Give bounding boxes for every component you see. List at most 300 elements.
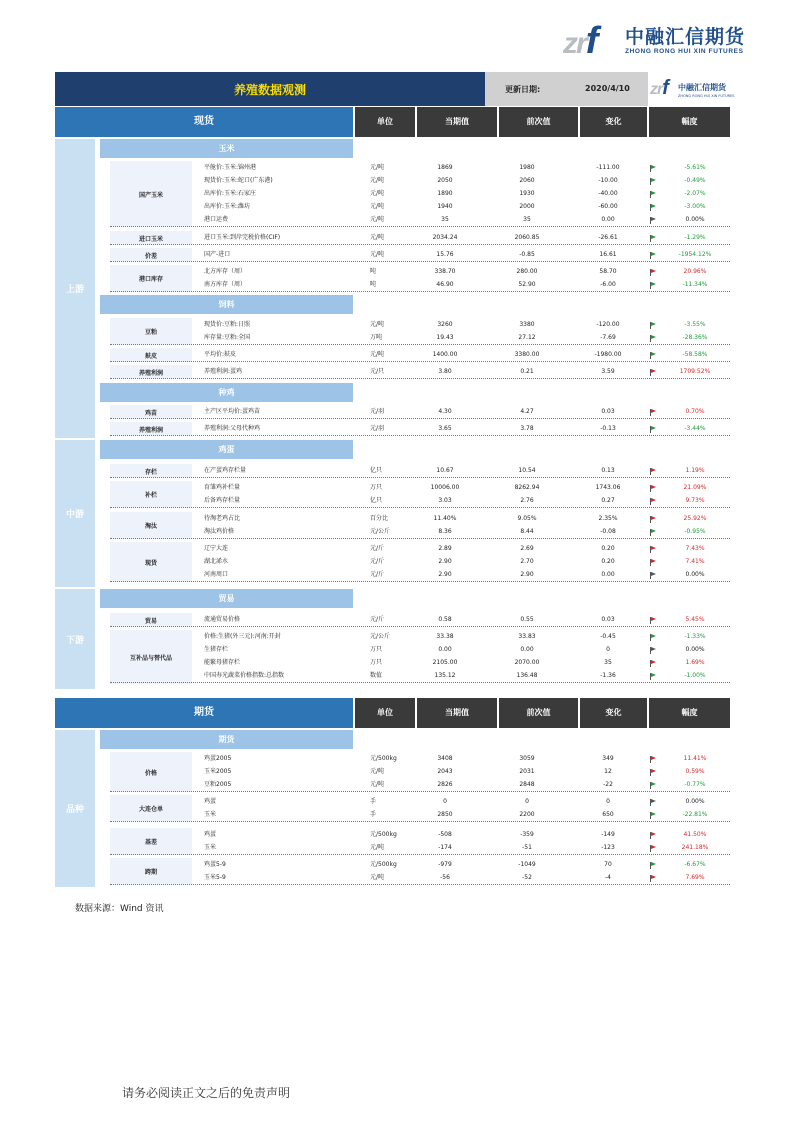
row-previous: 33.83 — [518, 633, 536, 640]
row-name: 玉米2005 — [204, 768, 232, 775]
row-previous: 10.54 — [518, 467, 536, 474]
row-name: 养殖利润:蛋鸡 — [204, 368, 243, 375]
mini-logo-en: ZHONG RONG HUI XIN FUTURES — [678, 94, 735, 98]
row-previous: 0 — [525, 798, 529, 805]
row-name: 库存量:豆粕:全国 — [204, 334, 251, 341]
row-current: 2105.00 — [432, 659, 458, 666]
table-row — [110, 175, 730, 187]
grp-chick: 鸡苗 — [110, 405, 192, 419]
row-current: 8.36 — [438, 528, 452, 535]
row-previous: -1049 — [518, 861, 536, 868]
row-range: -58.58% — [682, 351, 708, 358]
row-range: -0.95% — [684, 528, 706, 535]
table-row — [110, 657, 730, 669]
side-downstream: 下游 — [55, 589, 95, 689]
row-unit: 吨 — [370, 268, 377, 275]
row-current: 3260 — [437, 321, 453, 328]
update-date-box — [485, 72, 648, 106]
row-previous: 3380.00 — [514, 351, 540, 358]
row-name: 国产-进口 — [204, 251, 231, 258]
row-name: 流通贸易价格 — [204, 616, 241, 623]
row-range: 7.43% — [685, 545, 705, 552]
section-spot: 现货 — [55, 107, 353, 137]
flag-icon — [650, 812, 656, 818]
table-row — [110, 842, 730, 855]
mini-logo — [648, 72, 735, 106]
row-change: -111.00 — [596, 164, 620, 171]
row-range: -1.33% — [684, 633, 706, 640]
row-name: 玉米5-9 — [204, 874, 226, 881]
row-unit: 亿只 — [370, 467, 383, 474]
row-unit: 元/500kg — [370, 755, 397, 762]
flag-icon — [650, 634, 656, 640]
table-row — [110, 670, 730, 683]
col-unit-f: 单位 — [355, 698, 415, 728]
row-current: -979 — [438, 861, 452, 868]
grp-bran: 麸皮 — [110, 348, 192, 362]
row-range: 1.19% — [685, 467, 705, 474]
flag-icon — [650, 352, 656, 358]
row-unit: 元/吨 — [370, 251, 385, 258]
row-range: -28.36% — [682, 334, 708, 341]
row-name: 鸡蛋2005 — [204, 755, 232, 762]
row-previous: 2031 — [519, 768, 535, 775]
row-change: 0.20 — [601, 545, 615, 552]
row-current: 1869 — [437, 164, 453, 171]
row-change: -4 — [605, 874, 611, 881]
row-range: 0.00% — [685, 571, 705, 578]
futures-header — [55, 698, 730, 728]
row-previous: 2060.85 — [514, 234, 540, 241]
table-row — [110, 556, 730, 568]
row-unit: 元/吨 — [370, 321, 385, 328]
row-unit: 万只 — [370, 659, 383, 666]
table-row — [110, 366, 730, 379]
row-change: 12 — [604, 768, 612, 775]
row-unit: 元/只 — [370, 368, 385, 375]
table-row — [110, 201, 730, 213]
row-unit: 手 — [370, 798, 377, 805]
col-current-f: 当期值 — [417, 698, 497, 728]
row-change: -1980.00 — [594, 351, 622, 358]
table-row — [110, 332, 730, 345]
table-row — [110, 809, 730, 822]
cat-eggs: 鸡蛋 — [100, 440, 353, 459]
row-name: 豆粕2005 — [204, 781, 232, 788]
row-name: 鸡蛋5-9 — [204, 861, 226, 868]
row-previous: 4.27 — [520, 408, 534, 415]
row-current: 2.90 — [438, 571, 452, 578]
col-previous-f: 前次值 — [499, 698, 578, 728]
row-range: -0.49% — [684, 177, 706, 184]
row-range: -1.29% — [684, 234, 706, 241]
row-name: 北方库存（周） — [204, 268, 247, 275]
col-change: 变化 — [580, 107, 647, 137]
grp-breed-profit: 养殖利润 — [110, 422, 192, 436]
row-range: 25.92% — [683, 515, 707, 522]
row-range: 9.73% — [685, 497, 705, 504]
table-row — [110, 872, 730, 885]
row-change: -22 — [603, 781, 613, 788]
row-current: -56 — [440, 874, 450, 881]
row-change: 0.03 — [601, 616, 615, 623]
cat-futures: 期货 — [100, 730, 353, 749]
table-row — [110, 543, 730, 555]
flag-icon — [650, 799, 656, 805]
row-change: -10.00 — [598, 177, 618, 184]
row-unit: 万吨 — [370, 334, 383, 341]
row-range: -1.00% — [684, 672, 706, 679]
flag-icon — [650, 559, 656, 565]
row-name: 现货价:玉米:蛇口(广东港) — [204, 177, 273, 184]
grp-basis: 基差 — [110, 828, 192, 855]
update-date: 2020/4/10 — [585, 84, 630, 93]
grp-cull: 淘汰 — [110, 512, 192, 539]
row-change: -123 — [601, 844, 615, 851]
row-current: 19.43 — [436, 334, 454, 341]
row-name: 出库价:玉米:石家庄 — [204, 190, 257, 197]
flag-icon — [650, 191, 656, 197]
row-previous: 3.78 — [520, 425, 534, 432]
row-previous: 0.21 — [520, 368, 534, 375]
row-name: 鸡蛋 — [204, 831, 217, 838]
row-current: -508 — [438, 831, 452, 838]
table-row — [110, 406, 730, 419]
table-row — [110, 214, 730, 227]
row-range: -1954.12% — [678, 251, 712, 258]
row-change: 0.20 — [601, 558, 615, 565]
row-name: 中国寿光蔬菜价格指数:总指数 — [204, 672, 285, 679]
row-unit: 万只 — [370, 646, 383, 653]
row-name: 后备鸡存栏量 — [204, 497, 241, 504]
row-range: 1709.52% — [679, 368, 711, 375]
table-row — [110, 232, 730, 245]
side-upstream: 上游 — [55, 139, 95, 438]
table-row — [110, 249, 730, 262]
row-previous: 3059 — [519, 755, 535, 762]
row-change: 1743.06 — [595, 484, 621, 491]
table-row — [110, 829, 730, 841]
row-name: 河南周口 — [204, 571, 229, 578]
row-current: 2.89 — [438, 545, 452, 552]
logo-cn: 中融汇信期货 — [625, 26, 746, 48]
row-unit: 元/吨 — [370, 351, 385, 358]
row-name: 辽宁大连 — [204, 545, 229, 552]
row-change: 0.27 — [601, 497, 615, 504]
table-row — [110, 495, 730, 508]
flag-icon — [650, 832, 656, 838]
row-name: 在产蛋鸡存栏量 — [204, 467, 247, 474]
table-row — [110, 465, 730, 478]
row-change: 0.00 — [601, 571, 615, 578]
grp-price: 价格 — [110, 752, 192, 792]
table-row — [110, 482, 730, 494]
row-range: -3.44% — [684, 425, 706, 432]
row-current: -174 — [438, 844, 452, 851]
row-change: -7.69 — [600, 334, 616, 341]
col-range-f: 幅度 — [649, 698, 730, 728]
row-change: -0.08 — [600, 528, 616, 535]
row-name: 玉米 — [204, 844, 217, 851]
flag-icon — [650, 217, 656, 223]
data-source: 数据来源：Wind 资讯 — [75, 904, 164, 914]
table-row — [110, 796, 730, 808]
flag-icon — [650, 572, 656, 578]
row-current: 338.70 — [434, 268, 456, 275]
row-range: -3.55% — [684, 321, 706, 328]
page-title: 养殖数据观测 — [233, 83, 306, 97]
row-name: 主产区平均价:蛋鸡苗 — [204, 408, 261, 415]
row-range: 21.09% — [683, 484, 707, 491]
flag-icon — [650, 617, 656, 623]
row-previous: 2.70 — [520, 558, 534, 565]
row-previous: 1930 — [519, 190, 535, 197]
row-change: -0.45 — [600, 633, 616, 640]
row-previous: 1980 — [519, 164, 535, 171]
flag-icon — [650, 409, 656, 415]
row-current: 10.67 — [436, 467, 454, 474]
table-row — [110, 526, 730, 539]
table-row — [110, 859, 730, 871]
row-range: 20.96% — [683, 268, 707, 275]
row-previous: 136.48 — [516, 672, 538, 679]
table-row — [110, 766, 730, 778]
mini-logo-cn: 中融汇信期货 — [678, 83, 726, 92]
row-name: 出库价:玉米:潍坊 — [204, 203, 251, 210]
row-range: 0.00% — [685, 798, 705, 805]
row-change: -6.00 — [600, 281, 616, 288]
flag-icon — [650, 235, 656, 241]
row-change: 0.13 — [601, 467, 615, 474]
flag-icon — [650, 516, 656, 522]
logo-en: ZHONG RONG HUI XIN FUTURES — [625, 48, 744, 55]
mini-logo-mark: zrf — [650, 77, 668, 99]
row-current: 2043 — [437, 768, 453, 775]
row-current: 1940 — [437, 203, 453, 210]
row-change: 0.00 — [601, 216, 615, 223]
row-name: 淘汰鸡价格 — [204, 528, 235, 535]
row-previous: 27.12 — [518, 334, 536, 341]
grp-spreadf: 跨期 — [110, 858, 192, 885]
flag-icon — [650, 875, 656, 881]
row-current: 2.90 — [438, 558, 452, 565]
row-change: 2.35% — [598, 515, 618, 522]
grp-spot: 现货 — [110, 542, 192, 582]
flag-icon — [650, 546, 656, 552]
row-previous: -51 — [522, 844, 532, 851]
row-current: 46.90 — [436, 281, 454, 288]
flag-icon — [650, 647, 656, 653]
row-name: 进口玉米:到岸完税价格(CIF) — [204, 234, 281, 241]
cat-corn: 玉米 — [100, 139, 353, 158]
row-name: 价格:生猪(外三元):河南:开封 — [204, 633, 281, 640]
row-previous: 2060 — [519, 177, 535, 184]
table-row — [110, 753, 730, 765]
row-change: -149 — [601, 831, 615, 838]
row-name: 鸡蛋 — [204, 798, 217, 805]
row-range: 0.59% — [685, 768, 705, 775]
title-bar — [55, 72, 485, 106]
side-midstream: 中游 — [55, 440, 95, 587]
grp-import-corn: 进口玉米 — [110, 231, 192, 245]
row-unit: 元/吨 — [370, 234, 385, 241]
flag-icon — [650, 468, 656, 474]
row-previous: 35 — [523, 216, 531, 223]
row-current: 2826 — [437, 781, 453, 788]
flag-icon — [650, 369, 656, 375]
row-range: -5.61% — [684, 164, 706, 171]
row-change: 3.59 — [601, 368, 615, 375]
row-change: -0.13 — [600, 425, 616, 432]
col-previous: 前次值 — [499, 107, 578, 137]
row-unit: 元/吨 — [370, 203, 385, 210]
cat-feed: 饲料 — [100, 295, 353, 314]
flag-icon — [650, 426, 656, 432]
flag-icon — [650, 165, 656, 171]
row-previous: 2.76 — [520, 497, 534, 504]
row-current: 2850 — [437, 811, 453, 818]
row-unit: 元/斤 — [370, 558, 385, 565]
row-range: -22.81% — [682, 811, 708, 818]
row-change: 16.61 — [599, 251, 617, 258]
grp-replenish: 补栏 — [110, 481, 192, 508]
row-current: 1400.00 — [432, 351, 458, 358]
row-current: 1890 — [437, 190, 453, 197]
row-name: 生猪存栏 — [204, 646, 229, 653]
row-name: 养殖利润:父母代种鸡 — [204, 425, 261, 432]
row-unit: 元/羽 — [370, 408, 385, 415]
row-range: -6.67% — [684, 861, 706, 868]
row-name: 育雏鸡补栏量 — [204, 484, 241, 491]
row-change: 0 — [606, 798, 610, 805]
row-previous: -52 — [522, 874, 532, 881]
row-range: 7.41% — [685, 558, 705, 565]
row-unit: 元/公斤 — [370, 528, 391, 535]
row-previous: 3380 — [519, 321, 535, 328]
row-previous: 2000 — [519, 203, 535, 210]
row-previous: 52.90 — [518, 281, 536, 288]
table-row — [110, 279, 730, 292]
row-range: 7.69% — [685, 874, 705, 881]
side-varieties: 品种 — [55, 730, 95, 887]
spot-header — [55, 107, 730, 137]
flag-icon — [650, 673, 656, 679]
row-unit: 元/吨 — [370, 164, 385, 171]
row-unit: 元/羽 — [370, 425, 385, 432]
row-previous: 9.05% — [517, 515, 537, 522]
row-unit: 亿只 — [370, 497, 383, 504]
row-name: 玉米 — [204, 811, 217, 818]
row-current: 2034.24 — [432, 234, 458, 241]
row-unit: 元/吨 — [370, 190, 385, 197]
table-row — [110, 162, 730, 174]
grp-soymeal: 豆粕 — [110, 318, 192, 345]
row-name: 南方库存（周） — [204, 281, 247, 288]
row-unit: 元/吨 — [370, 177, 385, 184]
row-unit: 数值 — [370, 672, 383, 679]
row-change: 0.03 — [601, 408, 615, 415]
col-current: 当期值 — [417, 107, 497, 137]
flag-icon — [650, 178, 656, 184]
row-unit: 吨 — [370, 281, 377, 288]
row-current: 0.58 — [438, 616, 452, 623]
row-previous: 2070.00 — [514, 659, 540, 666]
grp-trade: 贸易 — [110, 613, 192, 627]
row-current: 3408 — [437, 755, 453, 762]
grp-complement: 互补品与替代品 — [110, 630, 192, 684]
flag-icon — [650, 845, 656, 851]
row-name: 能繁母猪存栏 — [204, 659, 241, 666]
row-current: 3.65 — [438, 425, 452, 432]
row-change: 70 — [604, 861, 612, 868]
row-name: 港口运费 — [204, 216, 229, 223]
row-unit: 百分比 — [370, 515, 389, 522]
row-range: 5.45% — [685, 616, 705, 623]
table-row — [110, 631, 730, 643]
table-row — [110, 513, 730, 525]
grp-warehouse: 大连仓单 — [110, 795, 192, 822]
row-unit: 元/500kg — [370, 831, 397, 838]
table-row — [110, 779, 730, 792]
section-futures: 期货 — [55, 698, 353, 728]
row-range: 241.18% — [681, 844, 709, 851]
row-current: 2050 — [437, 177, 453, 184]
row-unit: 元/吨 — [370, 844, 385, 851]
row-current: 10006.00 — [430, 484, 460, 491]
row-change: -40.00 — [598, 190, 618, 197]
row-previous: 8.44 — [520, 528, 534, 535]
table-row — [110, 644, 730, 656]
row-change: -120.00 — [596, 321, 620, 328]
row-unit: 手 — [370, 811, 377, 818]
flag-icon — [650, 660, 656, 666]
cat-trade: 贸易 — [100, 589, 353, 608]
row-range: 0.00% — [685, 216, 705, 223]
flag-icon — [650, 204, 656, 210]
row-range: -2.07% — [684, 190, 706, 197]
row-change: 349 — [602, 755, 614, 762]
grp-domestic-corn: 国产玉米 — [110, 161, 192, 227]
row-range: 11.41% — [683, 755, 707, 762]
company-logo — [563, 18, 753, 62]
row-change: 58.70 — [599, 268, 617, 275]
flag-icon — [650, 862, 656, 868]
flag-icon — [650, 529, 656, 535]
row-name: 湖北浠水 — [204, 558, 229, 565]
table-row — [110, 349, 730, 362]
row-change: 35 — [604, 659, 612, 666]
cat-breeder: 种鸡 — [100, 383, 353, 402]
row-name: 待淘老鸡占比 — [204, 515, 241, 522]
row-previous: 2848 — [519, 781, 535, 788]
row-previous: 2.90 — [520, 571, 534, 578]
row-range: 1.69% — [685, 659, 705, 666]
flag-icon — [650, 335, 656, 341]
row-unit: 元/斤 — [370, 571, 385, 578]
col-unit: 单位 — [355, 107, 415, 137]
row-previous: -0.85 — [519, 251, 535, 258]
flag-icon — [650, 485, 656, 491]
row-unit: 元/吨 — [370, 781, 385, 788]
table-row — [110, 319, 730, 331]
flag-icon — [650, 756, 656, 762]
row-current: 11.40% — [433, 515, 457, 522]
flag-icon — [650, 322, 656, 328]
row-change: -1.36 — [600, 672, 616, 679]
row-range: -3.00% — [684, 203, 706, 210]
table-row — [110, 569, 730, 582]
row-current: 135.12 — [434, 672, 456, 679]
